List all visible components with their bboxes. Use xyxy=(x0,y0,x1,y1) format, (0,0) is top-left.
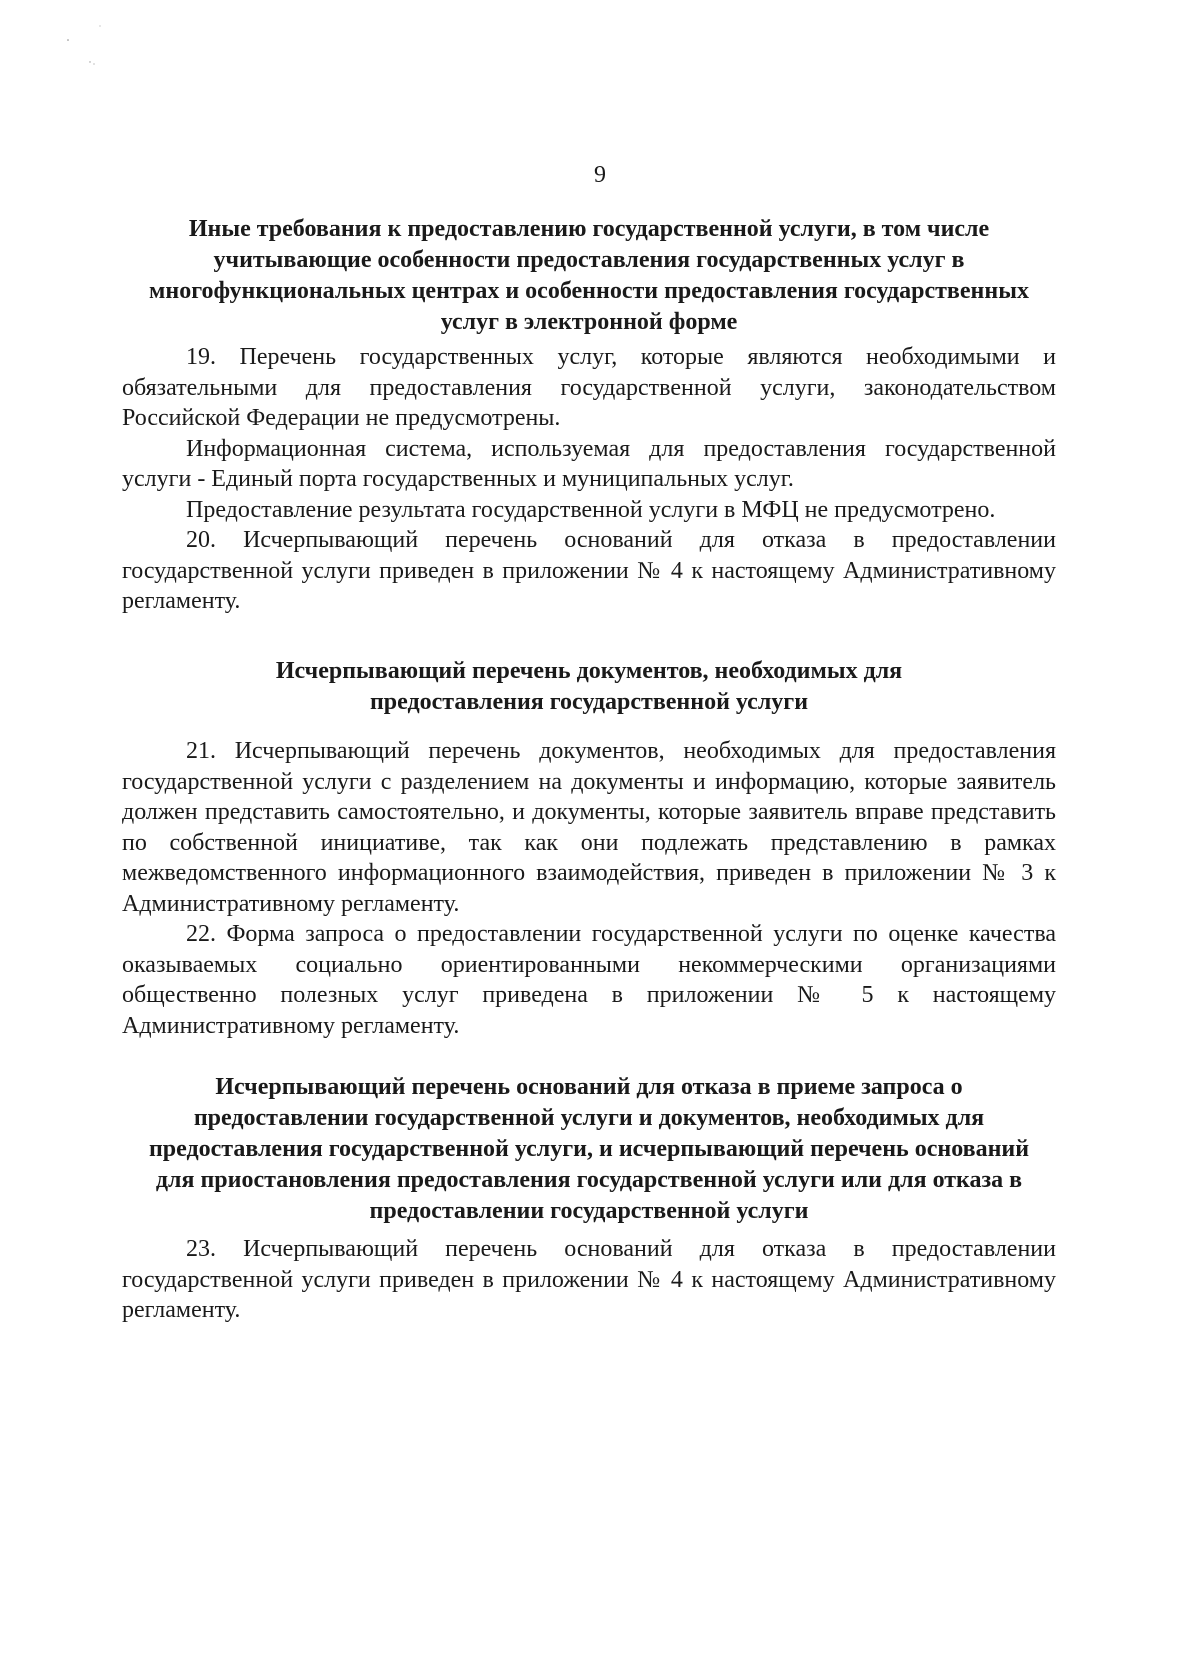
section-other-requirements xyxy=(122,214,1056,338)
section-other-requirements-body xyxy=(122,342,1056,617)
section-heading: Иные требования к предоставлению государственной услуги, в том числе учитывающие особенности предоставления государственных услуг в многофункциональных центрах и особенности предоставления государственных услуг в электронной форме xyxy=(149,216,1029,335)
paragraph-21: 21. Исчерпывающий перечень документов, необходимых для предоставления государственной услуги с разделением на документы и информацию, которые заявитель должен представить самостоятельно, и документы, которые заявитель вправе представить по собственной инициативе, так как они подлежать представлению в рамках межведомственного информационного взаимодействия, приведен в приложении № 3 к Административному регламенту. xyxy=(122,738,1056,917)
section-refusal-grounds-body xyxy=(122,1234,1056,1326)
paragraph-20: 20. Исчерпывающий перечень оснований для отказа в предоставлении государственной услуги приведен в приложении № 4 к настоящему Административному регламенту. xyxy=(122,527,1056,614)
scan-specks xyxy=(60,20,120,80)
paragraph-19: 19. Перечень государственных услуг, которые являются необходимыми и обязательными для предоставления государственной услуги, законодательством Российской Федерации не предусмотрены. xyxy=(122,344,1056,431)
paragraph-mfc: Предоставление результата государственной услуги в МФЦ не предусмотрено. xyxy=(186,496,996,523)
section-documents-list xyxy=(122,656,1056,718)
section-refusal-grounds xyxy=(122,1072,1056,1227)
paragraph-22: 22. Форма запроса о предоставлении государственной услуги по оценке качества оказываемых социально ориентированными некоммерческими организациями общественно полезных услуг приведена в приложении № 5 к настоящему Административному регламенту. xyxy=(122,921,1056,1039)
page-number: 9 xyxy=(594,162,606,188)
paragraph-23: 23. Исчерпывающий перечень оснований для отказа в предоставлении государственной услуги приведен в приложении № 4 к настоящему Административному регламенту. xyxy=(122,1236,1056,1323)
section-documents-list-body xyxy=(122,736,1056,1041)
section-heading: Исчерпывающий перечень оснований для отказа в приеме запроса о предоставлении государственной услуги и документов, необходимых для предоставления государственной услуги, и исчерпывающий перечень оснований для приостановления предоставления государственной услуги или для отказа в предоставлении государственной услуги xyxy=(148,1074,1030,1224)
section-heading: Исчерпывающий перечень документов, необходимых для предоставления государственной услуги xyxy=(275,658,903,715)
paragraph-info-system: Информационная система, используемая для предоставления государственной услуги - Единый порта государственных и муниципальных услуг. xyxy=(122,435,1056,492)
